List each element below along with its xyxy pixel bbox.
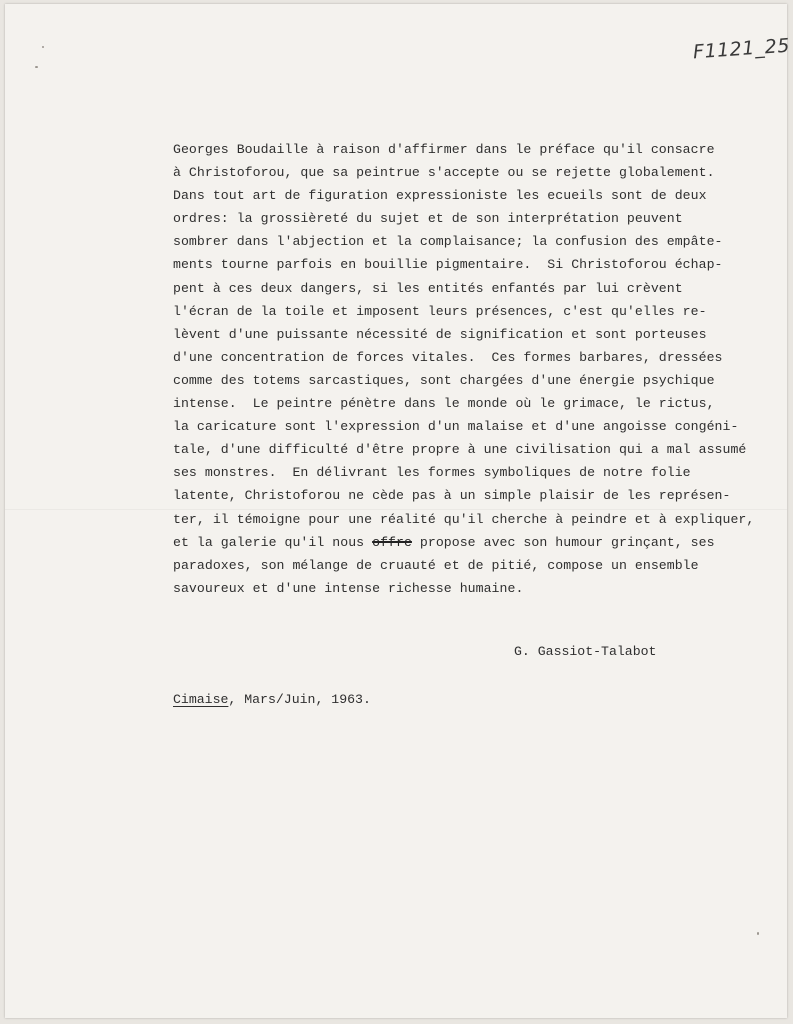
text-line: lèvent d'une puissante nécessité de signification et sont porteuses (173, 326, 707, 342)
paper-speck (35, 66, 38, 68)
line-end: propose avec son humour grinçant, ses (411, 534, 715, 550)
text-line: comme des totems sarcastiques, sont chargées d'une énergie psychique (173, 372, 715, 388)
review-body-text (173, 138, 793, 600)
paper-speck (757, 932, 759, 935)
text-line: latente, Christoforou ne cède pas à un simple plaisir de les représen- (173, 488, 731, 504)
text-line: à Christoforou, que sa peintrue s'accepte ou se rejette globalement. (173, 165, 715, 181)
document-page (5, 4, 791, 1018)
text-line: l'écran de la toile et imposent leurs présences, c'est qu'elles re- (173, 303, 707, 319)
text-line: Georges Boudaille à raison d'affirmer dans le préface qu'il consacre (173, 142, 715, 157)
text-line: intense. Le peintre pénètre dans le monde où le grimace, le rictus, (173, 396, 715, 412)
text-line: ordres: la grossièreté du sujet et de son interprétation peuvent (173, 211, 683, 227)
author-signature: G. Gassiot-Talabot (514, 644, 657, 659)
journal-name: Cimaise (173, 692, 229, 707)
text-line: paradoxes, son mélange de cruauté et de pitié, compose un ensemble (173, 557, 699, 573)
publication-date: , Mars/Juin, 1963. (228, 692, 371, 707)
paper-speck (42, 46, 44, 48)
text-line: la caricature sont l'expression d'un malaise et d'une angoisse congéni- (173, 419, 739, 435)
source-citation (173, 692, 371, 707)
archive-reference-number: F1121_25 (692, 34, 791, 64)
text-line: sombrer dans l'abjection et la complaisance; la confusion des empâte- (173, 234, 723, 250)
text-line: ments tourne parfois en bouillie pigmentaire. Si Christoforou échap- (173, 257, 723, 273)
text-line: pent à ces deux dangers, si les entités enfantés par lui crèvent (173, 280, 683, 296)
text-line: savoureux et d'une intense richesse humaine. (173, 580, 524, 596)
text-line: tale, d'une difficulté d'être propre à une civilisation qui a mal assumé (173, 442, 747, 458)
line-start: et la galerie qu'il nous (173, 534, 373, 550)
text-line: Dans tout art de figuration expressioniste les ecueils sont de deux (173, 188, 707, 204)
text-line-with-correction (173, 531, 793, 554)
text-line: d'une concentration de forces vitales. Ces formes barbares, dressées (173, 349, 723, 365)
struck-out-word: offre (372, 534, 412, 550)
text-line: ter, il témoigne pour une réalité qu'il cherche à peindre et à expliquer, (173, 511, 755, 527)
text-line: ses monstres. En délivrant les formes symboliques de notre folie (173, 465, 691, 481)
